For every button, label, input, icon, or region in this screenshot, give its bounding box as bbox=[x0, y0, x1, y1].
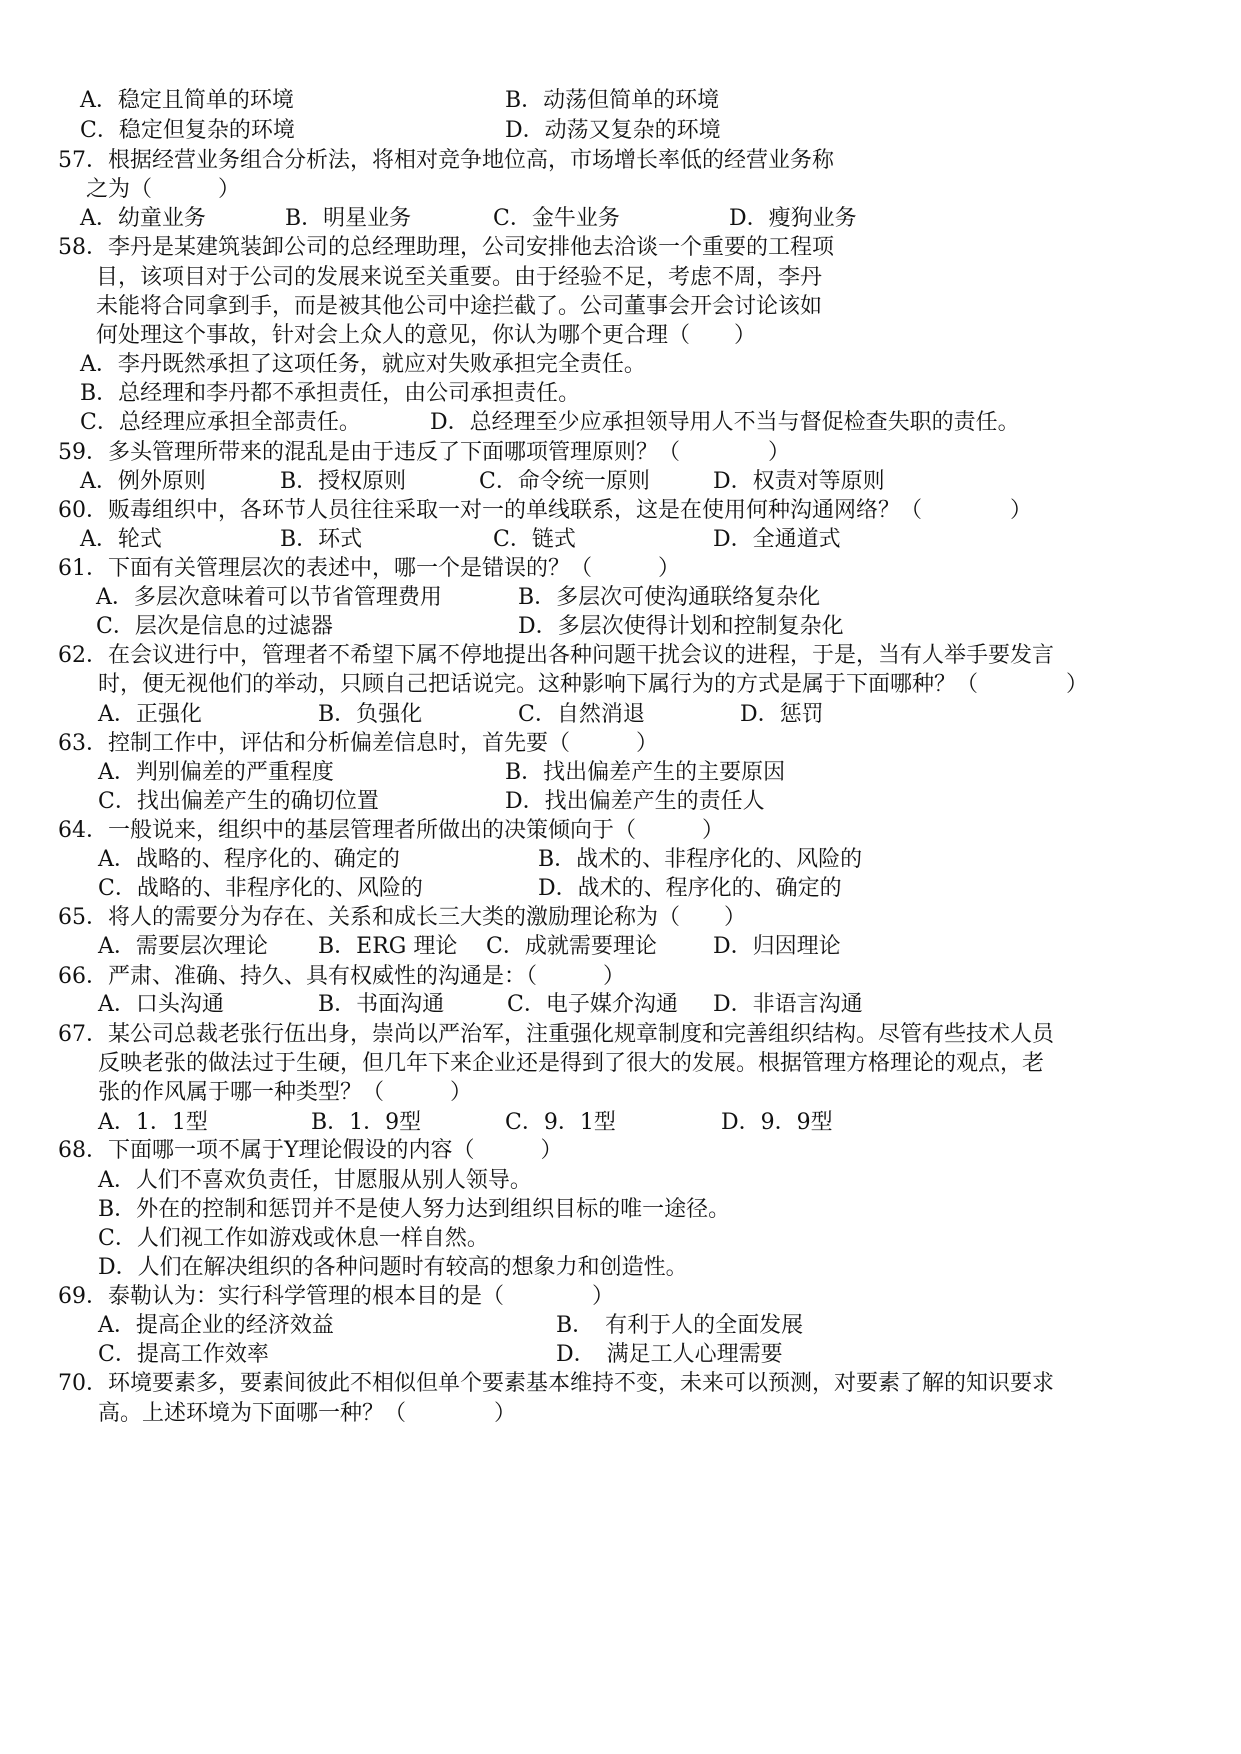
question-line: 68．下面哪一项不属于Y理论假设的内容（ ） bbox=[58, 1138, 563, 1163]
answer-option: A．需要层次理论 bbox=[98, 934, 268, 959]
answer-option: A．幼童业务 bbox=[80, 206, 206, 231]
answer-option: B．动荡但简单的环境 bbox=[505, 88, 720, 113]
question-line: 64．一般说来，组织中的基层管理者所做出的决策倾向于（ ） bbox=[58, 818, 724, 843]
question-line: 58．李丹是某建筑装卸公司的总经理助理，公司安排他去洽谈一个重要的工程项 bbox=[58, 235, 834, 260]
question-line: C．人们视工作如游戏或休息一样自然。 bbox=[98, 1226, 489, 1251]
question-line: 目，该项目对于公司的发展来说至关重要。由于经验不足，考虑不周，李丹 bbox=[96, 265, 823, 290]
answer-option: A．战略的、程序化的、确定的 bbox=[98, 847, 400, 872]
answer-option: B．1．9型 bbox=[311, 1110, 422, 1135]
question-line: 高。上述环境为下面哪一种？（ ） bbox=[98, 1401, 517, 1426]
answer-option: C．层次是信息的过滤器 bbox=[96, 614, 333, 639]
answer-option: D．全通道式 bbox=[713, 527, 841, 552]
question-line: 67．某公司总裁老张行伍出身，崇尚以严治军，注重强化规章制度和完善组织结构。尽管有些技术人员 bbox=[58, 1022, 1054, 1047]
answer-option: A．口头沟通 bbox=[98, 992, 224, 1017]
answer-option: C．电子媒介沟通 bbox=[507, 992, 678, 1017]
question-line: B．外在的控制和惩罚并不是使人努力达到组织目标的唯一途径。 bbox=[98, 1197, 731, 1222]
answer-option: C．总经理应承担全部责任。 bbox=[80, 410, 361, 435]
answer-option: B．战术的、非程序化的、风险的 bbox=[538, 847, 863, 872]
question-line: 时，便无视他们的举动，只顾自己把话说完。这种影响下属行为的方式是属于下面哪种？（ ） bbox=[98, 672, 1089, 697]
question-line: 70．环境要素多，要素间彼此不相似但单个要素基本维持不变，未来可以预测，对要素了解的知识要求 bbox=[58, 1371, 1054, 1396]
answer-option: D．总经理至少应承担领导用人不当与督促检查失职的责任。 bbox=[430, 410, 1020, 435]
answer-option: D．惩罚 bbox=[740, 702, 824, 727]
answer-option: C．成就需要理论 bbox=[486, 934, 657, 959]
question-line: 57．根据经营业务组合分析法，将相对竞争地位高，市场增长率低的经营业务称 bbox=[58, 148, 834, 173]
answer-option: D．归因理论 bbox=[713, 934, 841, 959]
answer-option: C．找出偏差产生的确切位置 bbox=[98, 789, 379, 814]
answer-option: B．授权原则 bbox=[280, 469, 407, 494]
answer-option: C．自然消退 bbox=[518, 702, 645, 727]
question-line: B．总经理和李丹都不承担责任，由公司承担责任。 bbox=[80, 381, 581, 406]
question-line: 未能将合同拿到手，而是被其他公司中途拦截了。公司董事会开会讨论该如 bbox=[96, 294, 823, 319]
question-line: 反映老张的做法过于生硬，但几年下来企业还是得到了很大的发展。根据管理方格理论的观点，老 bbox=[98, 1051, 1045, 1076]
answer-option: B． 有利于人的全面发展 bbox=[556, 1313, 804, 1338]
answer-option: A．多层次意味着可以节省管理费用 bbox=[96, 585, 442, 610]
answer-option: A．提高企业的经济效益 bbox=[98, 1313, 334, 1338]
answer-option: D．瘦狗业务 bbox=[729, 206, 857, 231]
answer-option: D．9．9型 bbox=[721, 1110, 833, 1135]
answer-option: D．战术的、程序化的、确定的 bbox=[538, 876, 842, 901]
question-line: 张的作风属于哪一种类型？（ ） bbox=[98, 1080, 473, 1105]
question-line: A．人们不喜欢负责任，甘愿服从别人领导。 bbox=[98, 1168, 532, 1193]
answer-option: D．多层次使得计划和控制复杂化 bbox=[518, 614, 844, 639]
question-line: 61．下面有关管理层次的表述中，哪一个是错误的？（ ） bbox=[58, 556, 680, 581]
answer-option: D．权责对等原则 bbox=[713, 469, 885, 494]
answer-option: C．稳定但复杂的环境 bbox=[80, 118, 295, 143]
question-line: 60．贩毒组织中，各环节人员往往采取一对一的单线联系，这是在使用何种沟通网络？（ ） bbox=[58, 498, 1032, 523]
answer-option: C．9．1型 bbox=[505, 1110, 616, 1135]
question-line: 63．控制工作中，评估和分析偏差信息时，首先要（ ） bbox=[58, 731, 658, 756]
question-line: 65．将人的需要分为存在、关系和成长三大类的激励理论称为（ ） bbox=[58, 905, 746, 930]
question-line: A．李丹既然承担了这项任务，就应对失败承担完全责任。 bbox=[80, 352, 646, 377]
answer-option: A．例外原则 bbox=[80, 469, 206, 494]
answer-option: B．ERG 理论 bbox=[318, 934, 458, 959]
answer-option: C．命令统一原则 bbox=[479, 469, 650, 494]
answer-option: C．提高工作效率 bbox=[98, 1342, 269, 1367]
answer-option: B．环式 bbox=[280, 527, 363, 552]
question-line: 69．泰勒认为：实行科学管理的根本目的是（ ） bbox=[58, 1284, 614, 1309]
question-line: 何处理这个事故，针对会上众人的意见，你认为哪个更合理（ ） bbox=[96, 323, 757, 348]
answer-option: C．金牛业务 bbox=[493, 206, 620, 231]
answer-option: B．明星业务 bbox=[285, 206, 412, 231]
answer-option: C．战略的、非程序化的、风险的 bbox=[98, 876, 423, 901]
answer-option: B．多层次可使沟通联络复杂化 bbox=[518, 585, 821, 610]
answer-option: B．负强化 bbox=[318, 702, 423, 727]
question-line: 之为（ ） bbox=[86, 177, 241, 202]
question-line: D．人们在解决组织的各种问题时有较高的想象力和创造性。 bbox=[98, 1255, 688, 1280]
answer-option: A．1．1型 bbox=[98, 1110, 208, 1135]
question-line: 62．在会议进行中，管理者不希望下属不停地提出各种问题干扰会议的进程，于是，当有人举手要发言 bbox=[58, 643, 1054, 668]
answer-option: A．稳定且简单的环境 bbox=[80, 88, 294, 113]
question-line: 59．多头管理所带来的混乱是由于违反了下面哪项管理原则？（ ） bbox=[58, 440, 790, 465]
answer-option: D．找出偏差产生的责任人 bbox=[505, 789, 765, 814]
answer-option: B．找出偏差产生的主要原因 bbox=[505, 760, 786, 785]
answer-option: C．链式 bbox=[493, 527, 576, 552]
answer-option: D． 满足工人心理需要 bbox=[556, 1342, 783, 1367]
answer-option: A．正强化 bbox=[98, 702, 202, 727]
answer-option: A．轮式 bbox=[80, 527, 162, 552]
answer-option: D．动荡又复杂的环境 bbox=[505, 118, 721, 143]
answer-option: D．非语言沟通 bbox=[713, 992, 863, 1017]
question-line: 66．严肃、准确、持久、具有权威性的沟通是：（ ） bbox=[58, 964, 625, 989]
answer-option: B．书面沟通 bbox=[318, 992, 445, 1017]
answer-option: A．判别偏差的严重程度 bbox=[98, 760, 334, 785]
